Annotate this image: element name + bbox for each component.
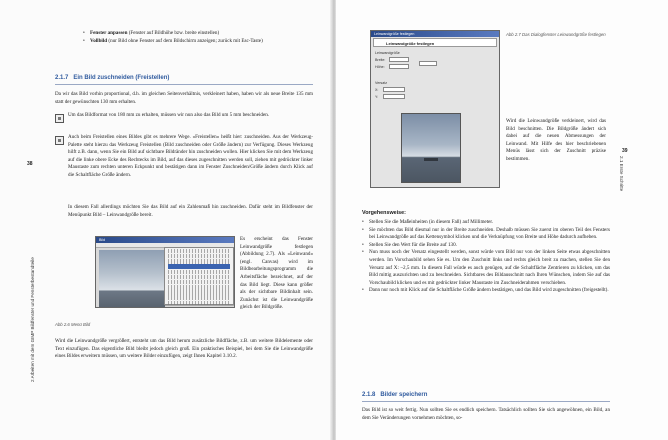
figure-caption: Abb 2.7 Das Dialogfenster Leinwandgröße festlegen: [506, 32, 606, 37]
right-page-number: 39: [622, 148, 628, 154]
paragraph: Da wir das Bild vorhin proportional, d.h. im gleichen Seitenverhältnis, verkleinert haben, haben wir als neue Breite 135 mm statt der gewünschten 130 mm erhalten.: [55, 91, 313, 105]
offset-x-field: [383, 87, 405, 92]
figure-dropdown-menu: [164, 247, 234, 305]
paragraph: Auch beim Freistellen eines Bildes gibt es mehrere Wege. »Freistellen« heißt hier: zuschneiden. Aus der Werkzeug-Palette steht hierzu das Werkzeug Freistellen (Bild zuschneiden oder Größe ändern) zur Verfügung. Dieses Werkzeug hilft z.B. dann, wenn Sie ein Bild auf sichtbare Bildränder hin zuschneiden wollen. Hier klicken Sie mit dem Werkzeug auf die linke obere Ecke des Rechtecks im Bild, auf das dieses zugeschnitten werden soll, ziehen mit gedrückter linker Maustaste zum rechten unteren Eckpunkt und bestätigen dann im Fenster Zuschneiden/Größe ändern durch Klick auf die Schaltfläche Größe ändern.: [68, 134, 313, 178]
heading-rule: [55, 84, 313, 85]
figure-window-title: Bild: [96, 237, 234, 243]
side-paragraph: Wird die Leinwandgröße verkleinert, wird das Bild beschnitten. Die Bildgröße ändert sich dabei auf die neuen Abmessungen der Leinwand. Mit Hilfe des hier beschriebenen Menüs lässt sich der Zuschnitt präzise bestimmen.: [506, 118, 606, 162]
figure-image-canvas: [99, 250, 165, 307]
offset-y-field: [383, 94, 405, 99]
section-heading-2-1-7: 2.1.7 Ein Bild zuschneiden (Freistellen): [55, 75, 170, 81]
left-running-head: 2 Arbeiten mit dem GIMP Bildfenster und Fensterbestandteile: [30, 257, 35, 382]
unit-select: [419, 61, 437, 66]
section-heading-2-1-8: 2.1.8 Bilder speichern: [362, 392, 428, 398]
side-paragraph: Es erscheint das Fenster Leinwandgröße festlegen (Abbildung 2.7). Als »Leinwand« (engl. Canvas) wird im Bildbearbeitungsprogramm die Arbeitsfläche bezeichnet, auf der das Bild liegt. Diese kann größer als der sichtbare Bildinhalt sein. Zunächst ist die Leinwandgröße gleich der Bildgröße.: [240, 236, 313, 311]
paragraph: In diesem Fall allerdings möchten Sie das Bild auf ein Zahlenmaß hin zuschneiden. Dafür steht im Bildfenster der Menüpunkt Bild – Leinwandgröße bereit.: [68, 204, 313, 218]
tip-icon: [55, 136, 64, 145]
paragraph: Um das Bildformat von 180 mm zu erhalten, müssen wir nun also das Bild um 5 mm beschneiden.: [68, 112, 270, 118]
paragraph: Wird die Leinwandgröße vergrößert, entsteht um das Bild herum zusätzliche Bildfläche, z.B. um weitere Bildelemente oder Text einzufügen. Das eigentliche Bild bleibt jedoch gleich groß. Ein praktisches Beispiel, bei dem Sie die Leinwandgröße eines Bildes erweitern müssen, um weitere Bilder einzufügen, zeigt Ihnen Kapitel 3.10.2.: [55, 338, 313, 360]
procedure-heading: Vorgehensweise:: [362, 210, 406, 216]
figure-caption: Abb 2.6 Menü Bild: [55, 322, 91, 327]
height-field: [389, 64, 409, 69]
list-item: • Fenster anpassen (Fenster auf Bildhöhe bzw. breite einstellen): [83, 30, 313, 38]
width-field: [389, 57, 409, 62]
note-icon: [55, 114, 64, 123]
preview-image: [401, 113, 461, 183]
top-bullet-list: [83, 30, 313, 45]
figure-window-title: Leinwandgröße festlegen: [371, 31, 499, 37]
list-item: • Nun muss noch der Versatz eingestellt werden, sonst würde vom Bild nur von der linken Seite etwas abgeschnitten werden. Im Vorschaubild sehen Sie es. Um den Zuschnitt links und rechts gleich breit zu machen, stellen Sie den Versatz auf X: –2,5 mm. In diesem Fall würde es auch genügen, auf die Schaltfläche Zentrieren zu klicken, um das Bild mittig auszurichten und zu beschneiden. Sichtbares des Bildausschnitt nach Ihren Wünschen, indem Sie auf das Vorschaubild klicken und es mit gedrückter linker Maustaste im Zuschneiderahmen verschieben.: [362, 249, 610, 287]
dialog-header: Leinwandgröße festlegen: [373, 38, 497, 47]
paragraph: Das Bild ist so weit fertig. Nun sollten Sie es endlich speichern. Tatsächlich sollten Sie sich angewöhnen, ein Bild, an dem Sie Veränderungen vornehmen möchten, so-: [362, 407, 610, 421]
left-page-number: 38: [27, 161, 33, 167]
list-item: • Stellen Sie den Wert für die Breite auf 130.: [362, 242, 610, 250]
list-item: • Sie möchten das Bild diesmal nur in der Breite zuschneiden. Deshalb müssen Sie zuerst im oberen Teil des Fensters bei Leinwandgröße auf das Kettensymbol klicken und die Verknüpfung von Breite und Höhe dadurch aufheben.: [362, 227, 610, 242]
list-item: • Stellen Sie die Maßeinheiten (in diesem Fall) auf Millimeter.: [362, 219, 610, 227]
list-item: • Vollbild (nur Bild ohne Fenster auf dem Bildschirm anzeigen; zurück mit Esc-Taste): [83, 38, 313, 46]
steps-list: [362, 219, 610, 295]
list-item: • Dann nur noch mit Klick auf die Schaltfläche Größe ändern bestätigen, und das Bild wird zugeschnitten (freigestellt).: [362, 287, 610, 295]
figure-leinwandgroesse-dialog: Leinwandgröße festlegen Leinwandgröße festlegen Leinwandgröße Breite: Höhe: Versatz X: Y:: [370, 30, 500, 188]
right-running-head: 2.1 Erste Schritte: [619, 156, 624, 192]
heading-rule: [362, 401, 610, 402]
figure-menu-bild: [95, 236, 235, 308]
left-page: [0, 0, 332, 440]
